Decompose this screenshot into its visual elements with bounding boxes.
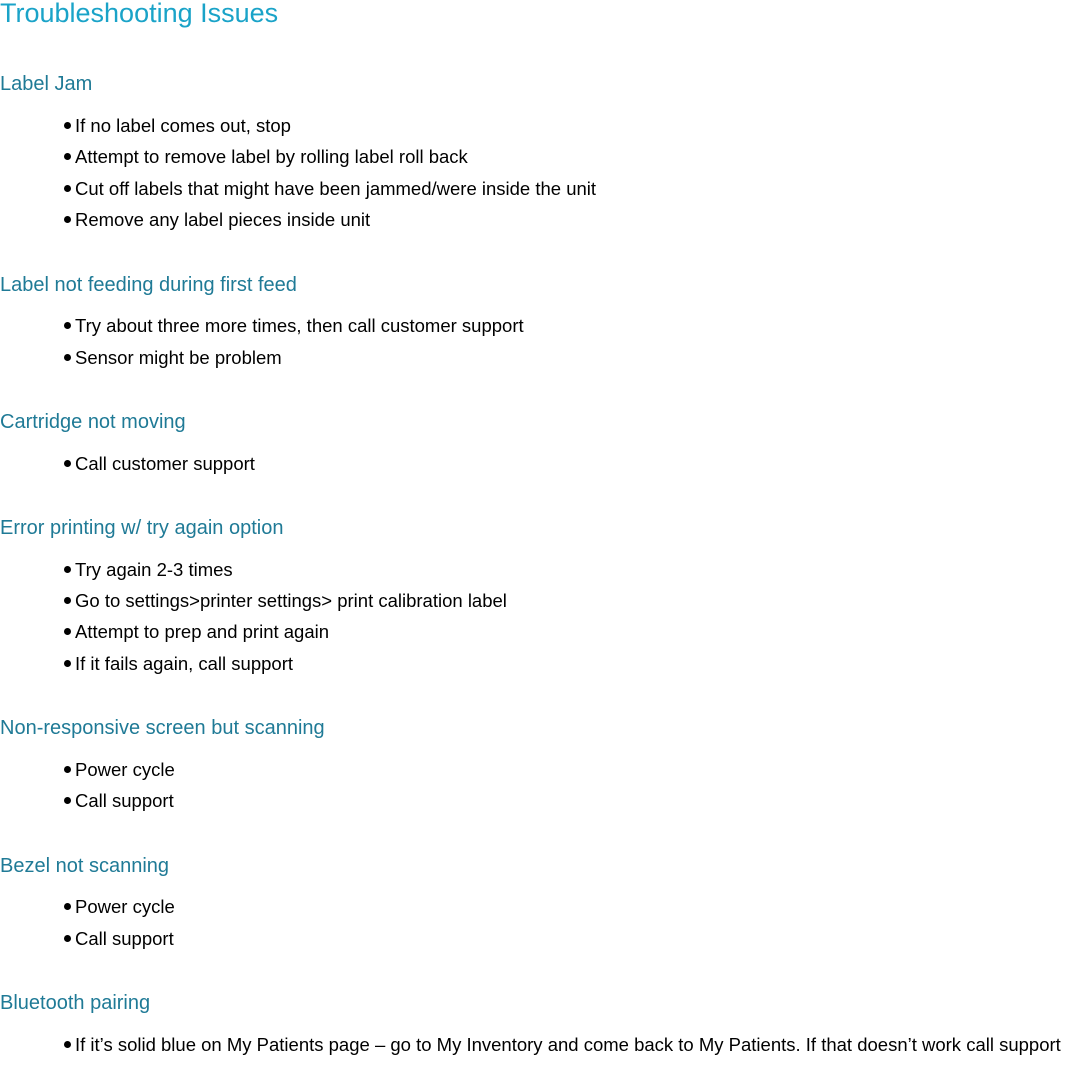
list-item-text: Attempt to prep and print again: [75, 621, 330, 642]
bullet-icon: [64, 322, 71, 329]
list-item-text: Call customer support: [75, 453, 255, 474]
list-item-text: Try about three more times, then call customer support: [75, 315, 524, 336]
list-item-text: Cut off labels that might have been jammed/were inside the unit: [75, 178, 597, 199]
bullet-icon: [64, 1041, 71, 1048]
bullet-icon: [64, 660, 71, 667]
list-item-text: If no label comes out, stop: [75, 115, 291, 136]
bullet-icon: [64, 122, 71, 129]
section-heading-cartridge-not-moving: Cartridge not moving: [0, 411, 186, 433]
section-heading-label-not-feeding: Label not feeding during first feed: [0, 274, 297, 296]
bullet-icon: [64, 354, 71, 361]
list-item-text: Power cycle: [75, 896, 175, 917]
bullet-icon: [64, 766, 71, 773]
list-item-text: Call support: [75, 928, 174, 949]
list-item-text: Try again 2-3 times: [75, 559, 233, 580]
list-item-text: If it fails again, call support: [75, 653, 293, 674]
section-heading-error-printing: Error printing w/ try again option: [0, 517, 284, 539]
list-item-text: Sensor might be problem: [75, 347, 282, 368]
bullet-icon: [64, 597, 71, 604]
bullet-icon: [64, 216, 71, 223]
bullet-icon: [64, 185, 71, 192]
bullet-icon: [64, 566, 71, 573]
list-item-text: Go to settings>printer settings> print calibration label: [75, 590, 507, 611]
bullet-icon: [64, 460, 71, 467]
list-item-text: If it’s solid blue on My Patients page – go to My Inventory and come back to My Patients. If that doesn’t work call support: [75, 1034, 1061, 1055]
bullet-icon: [64, 935, 71, 942]
section-heading-bluetooth-pairing: Bluetooth pairing: [0, 992, 151, 1014]
section-heading-label-jam: Label Jam: [0, 73, 93, 95]
bullet-icon: [64, 797, 71, 804]
page-title: Troubleshooting Issues: [0, 0, 279, 28]
section-heading-bezel-not-scanning: Bezel not scanning: [0, 855, 170, 877]
list-item-text: Call support: [75, 790, 174, 811]
section-heading-non-responsive-screen: Non-responsive screen but scanning: [0, 717, 325, 739]
list-item-text: Remove any label pieces inside unit: [75, 209, 371, 230]
list-item-text: Attempt to remove label by rolling label roll back: [75, 146, 468, 167]
bullet-icon: [64, 628, 71, 635]
bullet-icon: [64, 903, 71, 910]
bullet-icon: [64, 153, 71, 160]
list-item-text: Power cycle: [75, 759, 175, 780]
